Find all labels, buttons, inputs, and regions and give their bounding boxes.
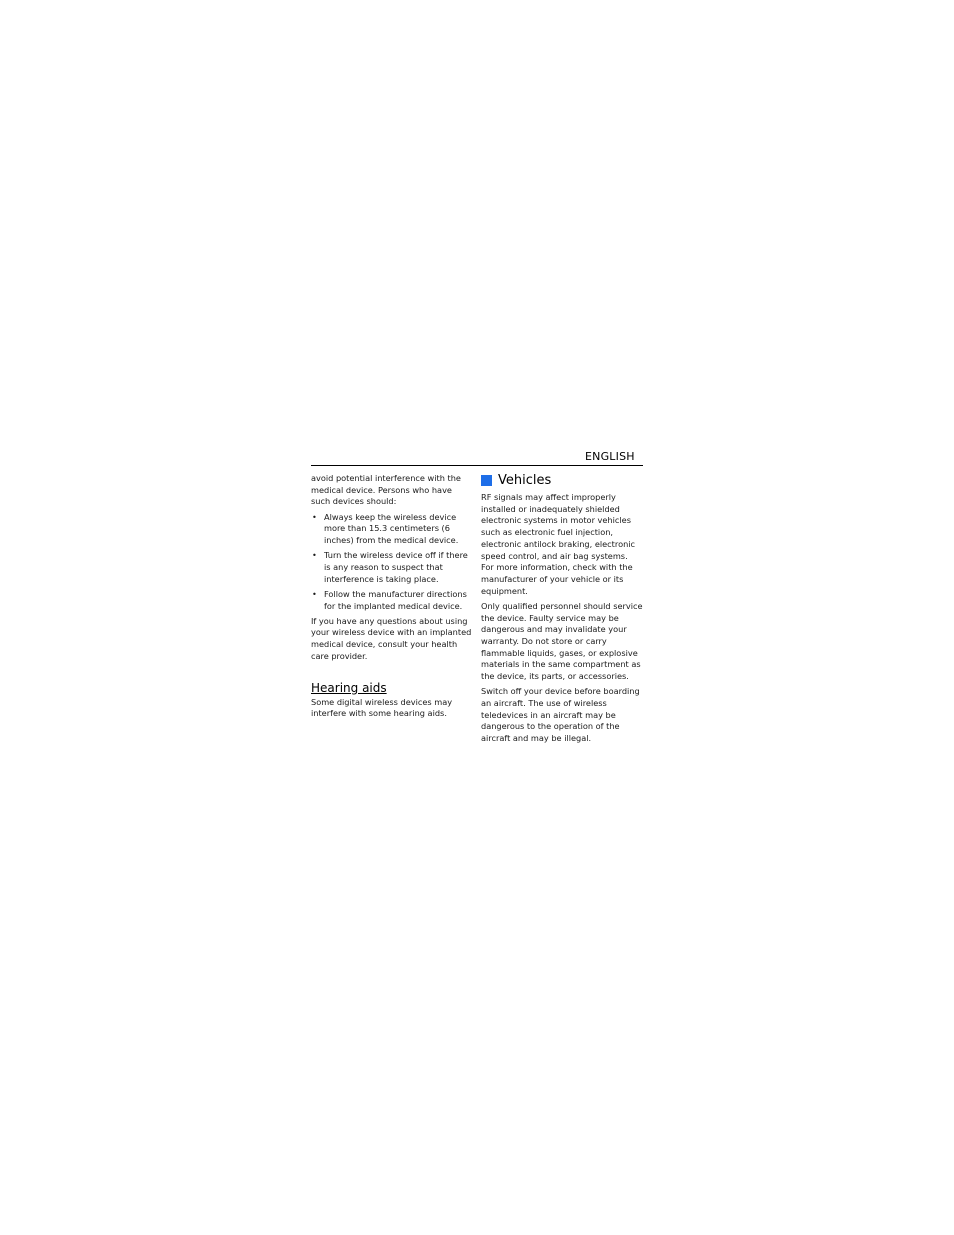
header-rule [311,465,643,466]
intro-paragraph: avoid potential interference with the medical device. Persons who have such devices should: [311,473,461,507]
list-item-text: Always keep the wireless device more than 15.3 centimeters (6 inches) from the medical device. [324,511,459,546]
vehicles-heading [481,472,643,489]
section-square-icon [481,475,492,486]
hearing-aids-heading: Hearing aids [311,680,387,695]
hearing-aids-paragraph: Some digital wireless devices may interfere with some hearing aids. [311,696,453,719]
vehicles-paragraph: RF signals may affect improperly installed or inadequately shielded electronic systems in motor vehicles such as electronic fuel injection, electronic antilock braking, electronic speed control, and air bag systems. For more information, check with the manufacturer of your vehicle or its equipment. [481,492,636,596]
questions-paragraph: If you have any questions about using your wireless device with an implanted medical device, consult your health care provider. [311,615,472,661]
aircraft-paragraph: Switch off your device before boarding an aircraft. The use of wireless teledevices in an aircraft may be dangerous to the operation of the aircraft and may be illegal. [481,686,640,744]
left-column [311,473,472,723]
list-item [311,550,472,585]
right-column [481,472,643,748]
bullet-icon: • [312,550,317,561]
list-item [311,512,472,547]
language-label: ENGLISH [585,450,635,463]
list-item [311,589,472,612]
service-paragraph: Only qualified personnel should service the device. Faulty service may be dangerous and may invalidate your warranty. Do not store or carry flammable liquids, gases, or explosive materials in the same compartment as the device, its parts, or accessories. [481,600,643,682]
list-item-text: Turn the wireless device off if there is any reason to suspect that interference is taking place. [324,550,468,584]
bullet-icon: • [312,588,317,599]
bullet-icon: • [312,511,317,522]
vehicles-title: Vehicles [498,473,552,488]
precautions-list [311,512,472,613]
list-item-text: Follow the manufacturer directions for the implanted medical device. [324,588,467,611]
